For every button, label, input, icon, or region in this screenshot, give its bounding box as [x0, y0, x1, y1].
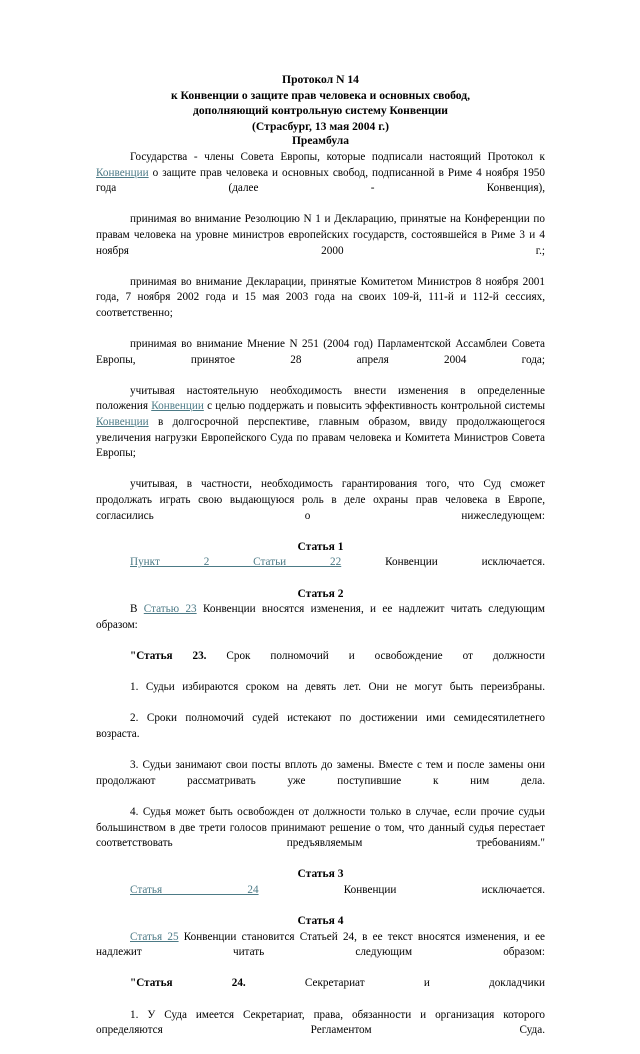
article-2-quote-title: [96, 649, 545, 680]
link-statyu-23[interactable]: Статью 23: [143, 603, 197, 616]
article-4-quote-title: [96, 976, 545, 1007]
article-2-heading: Статья 2: [297, 587, 344, 600]
document-title-block: [96, 72, 545, 134]
article-2-quote-title-bold: "Статья 23.: [130, 649, 207, 662]
link-konvencii-1[interactable]: Конвенции: [96, 166, 149, 179]
article-1-heading: Статья 1: [297, 540, 344, 553]
preamble-paragraph-4: принимая во внимание Мнение N 251 (2004 год) Парламентской Ассамблеи Совета Европы, принятое 28 апреля 2004 года;: [96, 338, 545, 366]
article-1-body-text: Конвенции исключается.: [341, 556, 545, 569]
link-punkt-2-statya-22[interactable]: Пункт 2 Статьи 22: [130, 556, 342, 569]
article-3-body-text: Конвенции исключается.: [258, 883, 545, 896]
preamble-paragraph-3: принимая во внимание Декларации, принятые Комитетом Министров 8 ноября 2001 года, 7 ноября 2002 года и 15 мая 2003 года на своих 109-й, 111-й и 112-й сессиях, соответственно;: [96, 275, 545, 319]
preamble-p5-segment-3: в долгосрочной перспективе, главным образом, ввиду продолжающегося увеличения нагрузки Европейского Суда по правам человека и Комитета Министров Совета Европы;: [96, 416, 545, 460]
preamble-paragraph-6: учитывая, в частности, необходимость гарантирования того, что Суд сможет продолжать играть свою выдающуюся роль в деле охраны прав человека в Европе, согласились о нижеследующем:: [96, 478, 545, 522]
preamble-heading: Преамбула: [291, 135, 349, 148]
link-statya-25[interactable]: Статья 25: [130, 930, 179, 943]
article-4-quote-title-rest: Секретариат и докладчики: [245, 977, 546, 990]
link-konvencii-2[interactable]: Конвенции: [151, 400, 204, 413]
preamble-paragraph-5: [96, 384, 545, 478]
article-2-lead-before: В: [130, 603, 144, 616]
document-title-line-3: дополняющий контрольную систему Конвенции: [193, 104, 448, 118]
article-4-lead: [96, 930, 545, 977]
preamble-p1-text-before: Государства - члены Совета Европы, которые подписали настоящий Протокол к: [130, 150, 545, 163]
article-2-lead-after: Конвенции вносятся изменения, и ее надлежит читать следующим образом:: [96, 603, 546, 631]
article-2-item-1: 1. Судьи избираются сроком на девять лет. Они не могут быть переизбраны.: [130, 681, 545, 694]
preamble-p5-segment-2: с целью поддержать и повысить эффективность контрольной системы: [203, 400, 545, 413]
preamble-paragraph-2: принимая во внимание Резолюцию N 1 и Декларацию, принятые на Конференции по правам человека на уровне министров европейских государств, состоявшейся в Риме 3 и 4 ноября 2000 г.;: [96, 213, 545, 257]
document-title-line-2: к Конвенции о защите прав человека и основных свобод,: [170, 88, 471, 102]
article-2-item-4: 4. Судья может быть освобожден от должности только в случае, если прочие судьи большинством в две трети голосов принимают решение о том, что данный судья перестает соответствовать предъявляемым требованиям.": [96, 805, 545, 850]
document-title-line-4: (Страсбург, 13 мая 2004 г.): [252, 119, 389, 133]
preamble-p1-text-after: о защите прав человека и основных свобод, подписанной в Риме 4 ноября 1950 года (далее - Конвенция),: [96, 166, 545, 195]
article-1-body: [96, 555, 545, 586]
link-konvencii-3[interactable]: Конвенции: [96, 416, 149, 429]
article-4-quote-title-bold: "Статья 24.: [130, 977, 246, 990]
article-4-lead-after: Конвенции становится Статьей 24, в ее текст вносятся изменения, и ее надлежит читать следующим образом:: [96, 930, 545, 959]
article-2-item-3: 3. Судьи занимают свои посты вплоть до замены. Вместе с тем и после замены они продолжают рассматривать уже поступившие к ним дела.: [96, 759, 545, 787]
article-2-quote-title-rest: Срок полномочий и освобождение от должности: [206, 649, 545, 662]
article-3-heading: Статья 3: [297, 868, 344, 881]
article-2-lead: [96, 602, 545, 649]
preamble-paragraph-1: [96, 150, 545, 212]
article-2-item-2: 2. Сроки полномочий судей истекают по достижении ими семидесятилетнего возраста.: [96, 712, 545, 740]
article-4-heading: Статья 4: [297, 915, 344, 928]
article-4-item-1: 1. У Суда имеется Секретариат, права, обязанности и организация которого определяются Регламентом Суда.: [96, 1008, 545, 1037]
preamble-p5-segment-1: учитывая настоятельную необходимость внести изменения в определенные положения: [96, 384, 545, 413]
article-3-body: [96, 883, 545, 914]
document-body: [96, 72, 545, 1054]
document-title-line-1: Протокол N 14: [282, 73, 359, 86]
link-statya-24[interactable]: Статья 24: [130, 883, 259, 896]
